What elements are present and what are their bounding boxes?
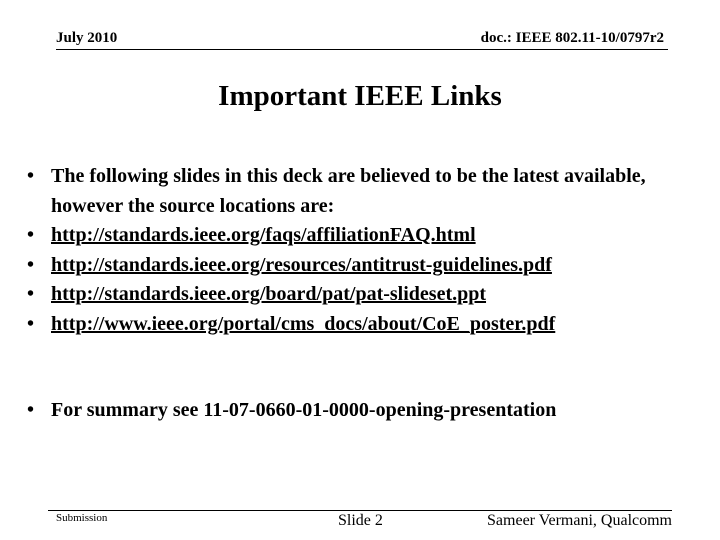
summary-text: For summary see 11-07-0660-01-0000-opening-presentation [51,399,557,421]
pat-slideset-link[interactable]: http://standards.ieee.org/board/pat/pat-slideset.ppt [51,283,487,305]
intro-text: The following slides in this deck are believed to be the latest available, however the source locations are: [51,165,646,217]
antitrust-guidelines-link[interactable]: http://standards.ieee.org/resources/antitrust-guidelines.pdf [51,253,552,276]
footer-divider [48,510,672,511]
bullet-item [27,221,707,251]
footer-author: Sameer Vermani, Qualcomm [487,512,672,529]
bullet-dot: • [27,312,35,335]
bullet-item [27,280,707,310]
footer-slide-number: Slide 2 [338,512,383,529]
footer-submission: Submission [56,512,108,524]
bullet-dot: • [27,399,35,421]
header-divider [56,49,668,50]
bullet-dot: • [27,224,35,246]
bullet-dot: • [27,283,35,305]
slide-title: Important IEEE Links [218,80,502,112]
bullet-item [27,251,707,281]
bullet-dot: • [27,253,35,276]
coe-poster-link[interactable]: http://www.ieee.org/portal/cms_docs/about/CoE_poster.pdf [51,312,556,335]
bullet-dot: • [27,165,35,187]
bullet-list [27,162,707,339]
header-date: July 2010 [56,30,118,46]
bullet-item [27,310,707,340]
affiliation-faq-link[interactable]: http://standards.ieee.org/faqs/affiliationFAQ.html [51,224,476,246]
bullet-item [27,162,707,221]
header-doc-id: doc.: IEEE 802.11-10/0797r2 [480,30,664,46]
summary-bullet [27,396,707,426]
